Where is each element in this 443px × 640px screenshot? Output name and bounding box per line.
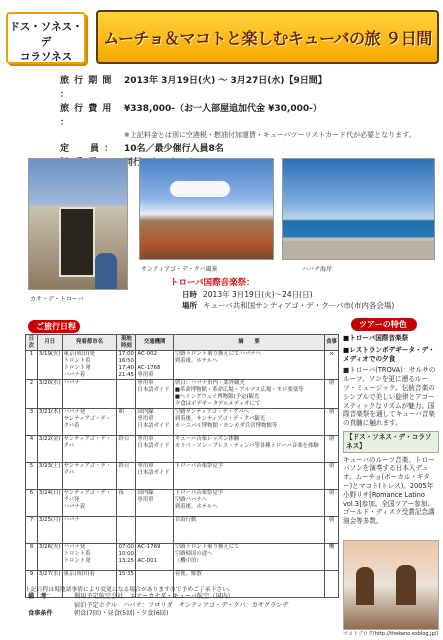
footer-value: 利用予定航空会社 エアーカナダ・キューバ航空（国内） xyxy=(74,593,234,600)
itinerary-transport: 専用車 日本語ガイド xyxy=(136,436,173,463)
itinerary-city: サンティアゴ・デ・クバ xyxy=(62,463,117,490)
group-logo xyxy=(6,12,86,64)
itinerary-date: 3/20(水) xyxy=(37,380,62,409)
itinerary-meal: 機 xyxy=(325,544,339,571)
itinerary-description: 朝日：ハバナ市内・郊外観光 ■革命博物館・革命広場・アルマス広場・モロ要塞等 ■ヘミングウェイ博物館(予定)観光 夕食はボデギータデルメディオにて xyxy=(173,380,324,409)
itinerary-description: 自由行動 xyxy=(173,517,324,544)
itinerary-city: サンティアゴ・デ・クバ発 ハバナ着 xyxy=(62,490,117,517)
itinerary-description: キューバ音楽レッスン体験 カリベ・ソン・プレス・ティンバ等各種トローバ音楽を体験 xyxy=(173,436,324,463)
itinerary-time: 15:35 xyxy=(117,571,136,598)
capacity-value: 10名／最少催行人員8名 xyxy=(124,144,224,154)
itinerary-transport xyxy=(136,517,173,544)
period-value: 2013年 3月19日(火) 〜 3月27日(水)【9日間】 xyxy=(124,76,327,86)
itinerary-date: 3/23(土) xyxy=(37,463,62,490)
itinerary-time xyxy=(117,380,136,409)
itinerary-city: 東京(成田)着 xyxy=(62,571,117,598)
itinerary-meal: 朝 xyxy=(325,409,339,436)
photo-caption-1: カサ・デ・トローバ xyxy=(30,296,84,303)
itinerary-description: 着後、解散 xyxy=(173,571,324,598)
itinerary-row xyxy=(26,436,339,463)
header-city: 発着都市名 xyxy=(62,335,117,351)
itinerary-meal: 朝 xyxy=(325,517,339,544)
itinerary-description: トローバ音楽祭見学 xyxy=(173,463,324,490)
itinerary-row xyxy=(26,409,339,436)
itinerary-transport: AC-002 AC-1768 専用車 xyxy=(136,351,173,380)
itinerary-city: ハバナ発 トロント着 トロント発 xyxy=(62,544,117,571)
duo-heading: 【ドス・ソネス・デ・コラソネス】 xyxy=(343,431,439,453)
footer-row xyxy=(28,610,348,619)
period-row xyxy=(60,74,435,102)
cost-note: ※上記料金とは別に空港税・燃油付加運賃・キューバツーリストカード代が必要となります。 xyxy=(124,131,416,139)
festival-place-value: キューバ共和国サンティアゴ・デ・クーバ市(市内各会場) xyxy=(203,301,395,310)
title-banner xyxy=(96,10,439,64)
photo-casa-de-trova xyxy=(28,158,128,290)
itinerary-row xyxy=(26,380,339,409)
itinerary-meal: × xyxy=(325,351,339,380)
itinerary-date: 3/19(火) xyxy=(37,351,62,380)
feature-description: ■トローバ(TROVA)：サルサのルーツ、ソンを更に遡るルーツ・ミュージック。伝統音楽のシンプルで美しい旋律とアコースティックなリズムが魅力。国際音楽祭を通してキューバ音楽の真髄に触れます。 xyxy=(343,366,436,428)
footer-info xyxy=(28,593,348,619)
tour-info xyxy=(60,74,435,170)
itinerary-city: ハバナ発 サンティアゴ・デ・クバ着 xyxy=(62,409,117,436)
itinerary-date: 3/22(金) xyxy=(37,436,62,463)
itinerary-heading: ご旅行日程 xyxy=(28,320,80,333)
itinerary-time: 終日 xyxy=(117,463,136,490)
itinerary-row xyxy=(26,463,339,490)
itinerary-row xyxy=(26,490,339,517)
itinerary-date: 3/26(火) xyxy=(37,544,62,571)
header-meal: 食事 xyxy=(325,335,339,351)
itinerary-description: 空路サンティアゴ・デ・クバへ 到着後、サンティアゴ・デ・クバ観光 カーニバル博物館・モンカダ兵営博物館等 xyxy=(173,409,324,436)
footer-key: 食事条件 xyxy=(28,610,53,617)
itinerary-city: ハバナ xyxy=(62,380,117,409)
itinerary-body xyxy=(26,351,339,598)
capacity-row xyxy=(60,142,435,156)
band-member-shape xyxy=(396,565,416,605)
itinerary-day: 9 xyxy=(26,571,38,598)
itinerary-time: 朝 xyxy=(117,409,136,436)
header-time: 現地時刻 xyxy=(117,335,136,351)
footer-value: 宿泊予定ホテル ハバナ：フロリダ サンティアゴ・デ・クバ：カサグランデ xyxy=(74,601,289,609)
itinerary-description: トローバ音楽祭見学 空路ハバナへ 到着後、ホテルへ xyxy=(173,490,324,517)
header-transport: 交通機関 xyxy=(136,335,173,351)
itinerary-time: 終日 xyxy=(117,436,136,463)
festival-place-row xyxy=(170,300,400,311)
itinerary-transport: 専用車 日本語ガイド xyxy=(136,463,173,490)
header-description: 摘 要 xyxy=(173,335,324,351)
itinerary-meal: 朝 xyxy=(325,436,339,463)
features-column xyxy=(343,334,439,529)
period-label: 旅 行 期 間 ： xyxy=(60,76,113,100)
feature-bullet-2: ■レストランボデギータ・デ・メディオでの夕食 xyxy=(343,345,435,363)
itinerary-day: 2 xyxy=(26,380,38,409)
festival-date-label: 日時 xyxy=(182,290,197,299)
cost-label: 旅 行 費 用 ： xyxy=(60,104,113,128)
itinerary-meal: 朝 xyxy=(325,463,339,490)
photo-people-shape xyxy=(95,253,117,290)
itinerary-footnote: 上記日程は現地諸事情により変更になる場合がありますので予めご了承下さい。 xyxy=(25,587,234,593)
festival-place-label: 場所 xyxy=(182,301,197,310)
itinerary-meal: 朝 xyxy=(325,380,339,409)
itinerary-transport: 国内線 専用車 日本語ガイド xyxy=(136,409,173,436)
header-day: 日次 xyxy=(26,335,38,351)
itinerary-city: ハバナ xyxy=(62,517,117,544)
itinerary-date: 3/24(日) xyxy=(37,490,62,517)
page-title: ムーチョ＆マコトと楽しむキューバの旅 ９日間 xyxy=(103,28,432,48)
itinerary-date: 3/21(木) xyxy=(37,409,62,436)
capacity-label: 定 員 ： xyxy=(60,144,115,154)
itinerary-transport: 国内線 専用車 xyxy=(136,490,173,517)
itinerary-row xyxy=(26,517,339,544)
itinerary-time xyxy=(117,517,136,544)
band-photo xyxy=(343,540,439,630)
itinerary-day: 5 xyxy=(26,463,38,490)
itinerary-day: 1 xyxy=(26,351,38,380)
itinerary-day: 8 xyxy=(26,544,38,571)
footer-value: 朝食(7回)・昼食(5回)・夕食(6回) xyxy=(74,610,169,617)
itinerary-transport: AC-1769 AC-001 xyxy=(136,544,173,571)
logo-line-1: ドス・ソネス・デ xyxy=(9,21,83,48)
footer-row xyxy=(28,593,348,602)
itinerary-time: 07:00 10:00 13:25 xyxy=(117,544,136,571)
festival-info xyxy=(170,278,400,311)
duo-description: キューバのルーツ音楽、トローバソンを演奏する日本人デュオ。ムーチョ(ボーカル・ギター)とマコト(トレス)。2005年小野リサ[Romance Latino vol.3]参加。全国ツアー参加、ゴールド・ディスク受賞記念講演会等多数。 xyxy=(343,455,435,526)
photo-havana-coast xyxy=(282,158,435,260)
itinerary-city: 東京(成田)発 トロント着 トロント発 ハバナ着 xyxy=(62,351,117,380)
footer-key: 備 考： xyxy=(28,593,53,600)
cost-value: ¥338,000-（お一人部屋追加代金 ¥30,000-） xyxy=(124,104,322,114)
feature-bullet-1: ■トローバ国際音楽祭 xyxy=(343,334,409,342)
itinerary-description: 空路トロント乗り換えにて 空路帰国の途へ （機中泊） xyxy=(173,544,324,571)
festival-date-value: 2013年 3月19日(火)〜24日(日) xyxy=(203,290,313,299)
footer-row xyxy=(28,602,348,611)
header-date: 月日 xyxy=(37,335,62,351)
itinerary-day: 4 xyxy=(26,436,38,463)
itinerary-row xyxy=(26,351,339,380)
logo-line-2: コラソネス xyxy=(19,51,73,63)
itinerary-day: 6 xyxy=(26,490,38,517)
itinerary-row xyxy=(26,544,339,571)
itinerary-header-row xyxy=(26,335,339,351)
footer-key xyxy=(28,602,74,611)
itinerary-time: 17:00 16:50 17:40 21:45 xyxy=(118,351,134,378)
photo-cloud-shape xyxy=(170,181,230,197)
features-heading: ツアーの特色 xyxy=(351,318,417,331)
itinerary-day: 7 xyxy=(26,517,38,544)
itinerary-city: サンティアゴ・デ・クバ xyxy=(62,436,117,463)
photo-door-shape xyxy=(59,207,95,277)
itinerary-date: 3/27(水) xyxy=(37,571,62,598)
festival-date-row xyxy=(170,289,400,300)
band-member-shape xyxy=(356,567,374,605)
photo-caption-2: サンティアゴ・デ・クバ風景 xyxy=(141,266,218,273)
itinerary-date: 3/25(月) xyxy=(37,517,62,544)
festival-title: トローバ国際音楽祭： xyxy=(170,278,255,288)
cost-row xyxy=(60,102,435,130)
photo-seawall-shape xyxy=(283,241,435,260)
band-photo-caption: マコトブログ(http://thekeno.exblog.jp/) xyxy=(343,631,439,637)
itinerary-time: 夜 xyxy=(117,490,136,517)
itinerary-transport: 専用車 日本語ガイド xyxy=(136,380,173,409)
photo-santiago xyxy=(139,158,274,260)
itinerary-meal: 朝 xyxy=(325,490,339,517)
itinerary-day: 3 xyxy=(26,409,38,436)
itinerary-description: 空路トロント乗り換えにてハバナへ 到着後、ホテルへ xyxy=(173,351,324,380)
itinerary-table xyxy=(25,334,339,598)
photo-caption-3: ハバナ海岸 xyxy=(302,266,333,273)
